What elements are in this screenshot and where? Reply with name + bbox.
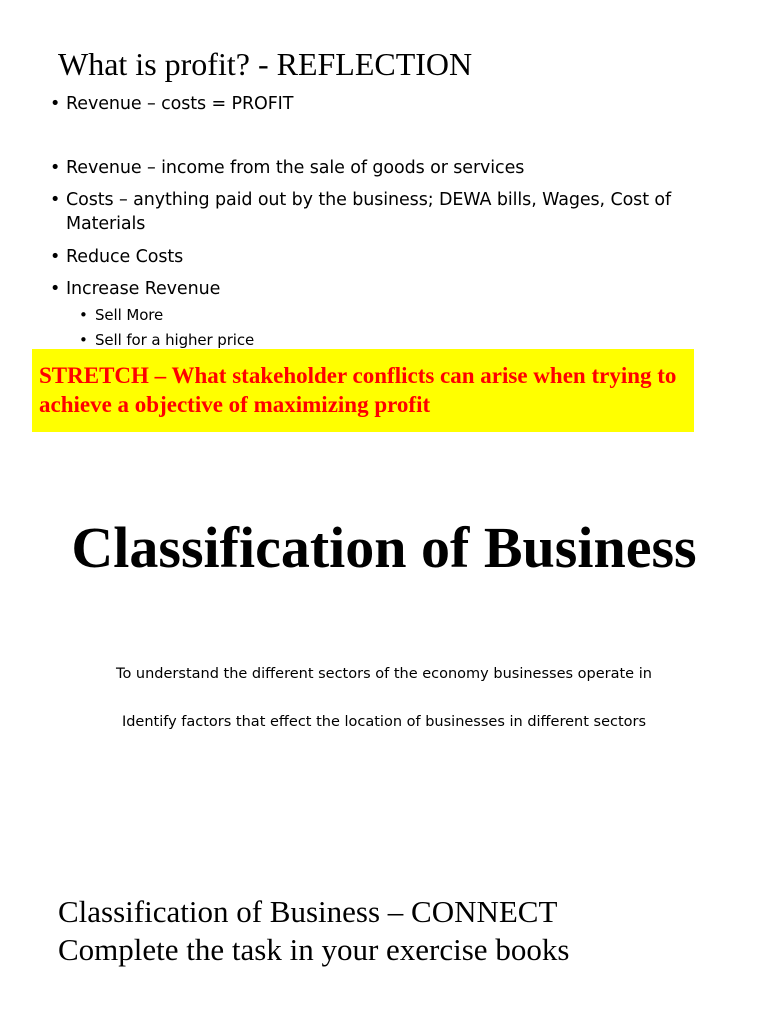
bullet-profit-formula: • Revenue – costs = PROFIT (48, 92, 706, 116)
bullet-costs: • Costs – anything paid out by the business; DEWA bills, Wages, Cost of Materials (48, 188, 706, 236)
sub-bullet-sell-more: • Sell More (77, 305, 695, 325)
slide-title: What is profit? - REFLECTION (58, 46, 473, 82)
sub-bullet-higher-price: • Sell for a higher price (77, 330, 695, 350)
objective-location: Identify factors that effect the location of businesses in different sectors (121, 714, 647, 730)
section-title: Classification of Business (71, 515, 697, 580)
stretch-question: STRETCH – What stakeholder conflicts can arise when trying to achieve a objective of maximizing profit (39, 363, 677, 417)
bullet-reduce-costs: • Reduce Costs (48, 245, 706, 269)
objective-sectors: To understand the different sectors of the economy businesses operate in (116, 666, 652, 682)
stretch-box (32, 349, 694, 432)
bullet-revenue: • Revenue – income from the sale of goods or services (48, 156, 706, 180)
connect-instruction: Complete the task in your exercise books (58, 932, 570, 967)
slide-connect (58, 893, 738, 969)
connect-title: Classification of Business – CONNECT (58, 894, 558, 929)
bullet-increase-revenue: • Increase Revenue (48, 277, 706, 301)
